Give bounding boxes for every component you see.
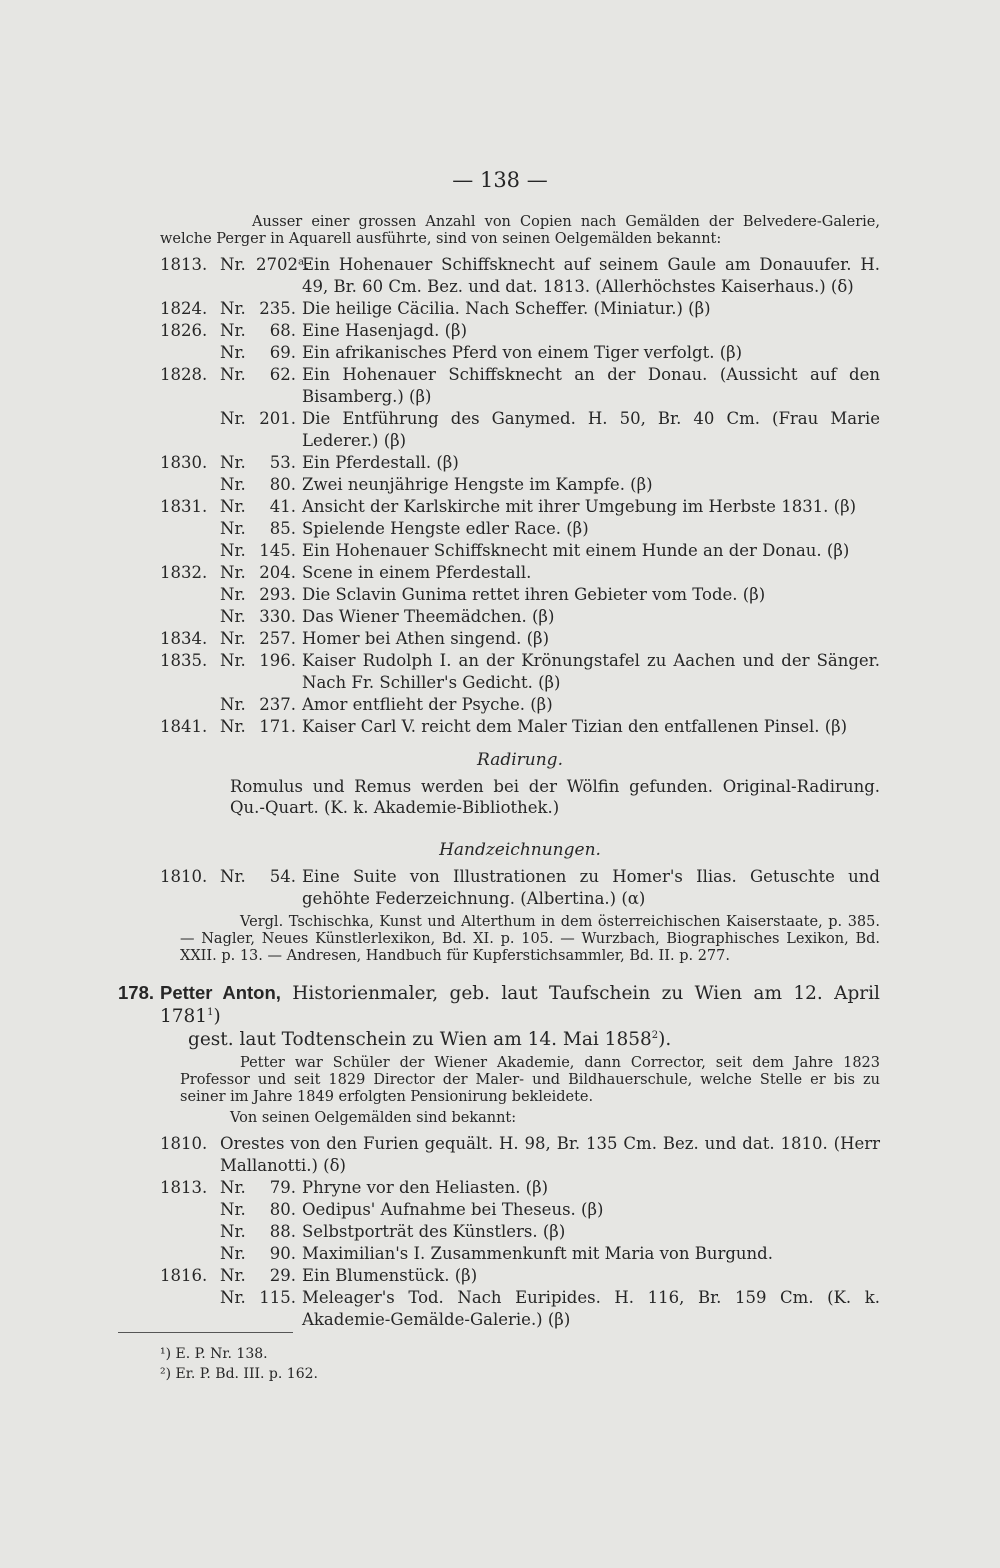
list-item: Nr. 330. Das Wiener Theemädchen. (β): [220, 607, 555, 626]
list-item: 1832. Nr. 204. Scene in einem Pferdestall.: [160, 563, 532, 582]
list-item: 1813. Nr. 79. Phryne vor den Heliasten. (β): [160, 1178, 549, 1197]
list-item: 1835. Nr. 196. Kaiser Rudolph I. an der Krönungstafel zu Aachen und der Sänger. Nach Fr. Schiller's Gedicht. (β): [160, 651, 880, 692]
entry-178-heading: 178. Petter Anton, Historienmaler, geb. laut Taufschein zu Wien am 12. April 1781$^1$) gest. laut Todtenschein zu Wien am 14. Mai 1858$^2$).: [118, 982, 880, 1050]
list-item: 1810. Nr. 54. Eine Suite von Illustrationen zu Homer's Ilias. Getuschte und gehöhte Federzeichnung. (Albertina.) (α): [160, 867, 880, 908]
known-works-intro: Von seinen Oelgemälden sind bekannt:: [230, 1110, 517, 1126]
painting-list: [160, 254, 880, 738]
footnote-1: ¹) E. P. Nr. 138.: [160, 1346, 268, 1362]
painting-list-178: [160, 1133, 880, 1331]
list-item: 1828. Nr. 62. Ein Hohenauer Schiffsknecht an der Donau. (Aussicht auf den Bisamberg.) (β): [160, 365, 880, 406]
biography: Petter war Schüler der Wiener Akademie, dann Corrector, seit dem Jahre 1823 Professor und seit 1829 Director der Maler- und Bildhauerschule, welche Stelle er bis zu seiner im Jahre 1849 erfolgten Pensionirung bekleidete.: [180, 1055, 880, 1105]
references: Vergl. Tschischka, Kunst und Alterthum in dem österreichischen Kaiserstaate, p. 385. — Nagler, Neues Künstlerlexikon, Bd. XI. p. 105. — Wurzbach, Biographisches Lexikon, Bd. XXII. p. 13. — Andresen, Handbuch für Kupferstichsammler, Bd. II. p. 277.: [180, 914, 880, 964]
list-item: 1834. Nr. 257. Homer bei Athen singend. (β): [160, 629, 550, 648]
list-item: Nr. 201. Die Entführung des Ganymed. H. 50, Br. 40 Cm. (Frau Marie Lederer.) (β): [220, 409, 880, 450]
list-item: 1813. Nr. 2702ᵃ. Ein Hohenauer Schiffsknecht auf seinem Gaule am Donauufer. H. 49, Br. 60 Cm. Bez. und dat. 1813. (Allerhöchstes Kaiserhaus.) (δ): [160, 255, 880, 296]
main-column: [118, 214, 880, 1331]
footnote-2: ²) Er. P. Bd. III. p. 162.: [160, 1366, 318, 1382]
list-item: Nr. 80. Zwei neunjährige Hengste im Kampfe. (β): [220, 475, 653, 494]
list-item: 1810. Orestes von den Furien gequält. H. 98, Br. 135 Cm. Bez. und dat. 1810. (Herr Mallanotti.) (δ): [160, 1134, 880, 1175]
intro-paragraph: Ausser einer grossen Anzahl von Copien nach Gemälden der Belvedere-Galerie, welche Perger in Aquarell ausführte, sind von seinen Oelgemälden bekannt:: [160, 214, 880, 247]
artist-name: Petter Anton,: [160, 982, 281, 1003]
page-number: — 138 —: [452, 168, 548, 192]
list-item: 1826. Nr. 68. Eine Hasenjagd. (β): [160, 321, 468, 340]
radirung-text: Romulus und Remus werden bei der Wölfin gefunden. Original-Radirung. Qu.-Quart. (K. k. Akademie-Bibliothek.): [230, 777, 880, 817]
list-item: Nr. 90. Maximilian's I. Zusammenkunft mit Maria von Burgund.: [220, 1244, 773, 1263]
list-item: 1831. Nr. 41. Ansicht der Karlskirche mit ihrer Umgebung im Herbste 1831. (β): [160, 497, 857, 516]
list-item: 1830. Nr. 53. Ein Pferdestall. (β): [160, 453, 459, 472]
list-item: Nr. 69. Ein afrikanisches Pferd von einem Tiger verfolgt. (β): [220, 343, 743, 362]
list-item: Nr. 115. Meleager's Tod. Nach Euripides. H. 116, Br. 159 Cm. (K. k. Akademie-Gemälde-Galerie.) (β): [220, 1288, 880, 1329]
list-item: Nr. 88. Selbstporträt des Künstlers. (β): [220, 1222, 566, 1241]
handzeichnungen-heading: Handzeichnungen.: [439, 840, 601, 860]
list-item: 1841. Nr. 171. Kaiser Carl V. reicht dem Maler Tizian den entfallenen Pinsel. (β): [160, 717, 848, 736]
footnote-rule: [118, 1332, 293, 1333]
radirung-heading: Radirung.: [477, 750, 563, 770]
entry-number: 178.: [118, 982, 155, 1003]
list-item: Nr. 80. Oedipus' Aufnahme bei Theseus. (β): [220, 1200, 604, 1219]
list-item: Nr. 237. Amor entflieht der Psyche. (β): [220, 695, 553, 714]
list-item: Nr. 293. Die Sclavin Gunima rettet ihren Gebieter vom Tode. (β): [220, 585, 766, 604]
list-item: 1824. Nr. 235. Die heilige Cäcilia. Nach Scheffer. (Miniatur.) (β): [160, 299, 711, 318]
list-item: Nr. 145. Ein Hohenauer Schiffsknecht mit einem Hunde an der Donau. (β): [220, 541, 850, 560]
list-item: 1816. Nr. 29. Ein Blumenstück. (β): [160, 1266, 478, 1285]
list-item: Nr. 85. Spielende Hengste edler Race. (β): [220, 519, 589, 538]
